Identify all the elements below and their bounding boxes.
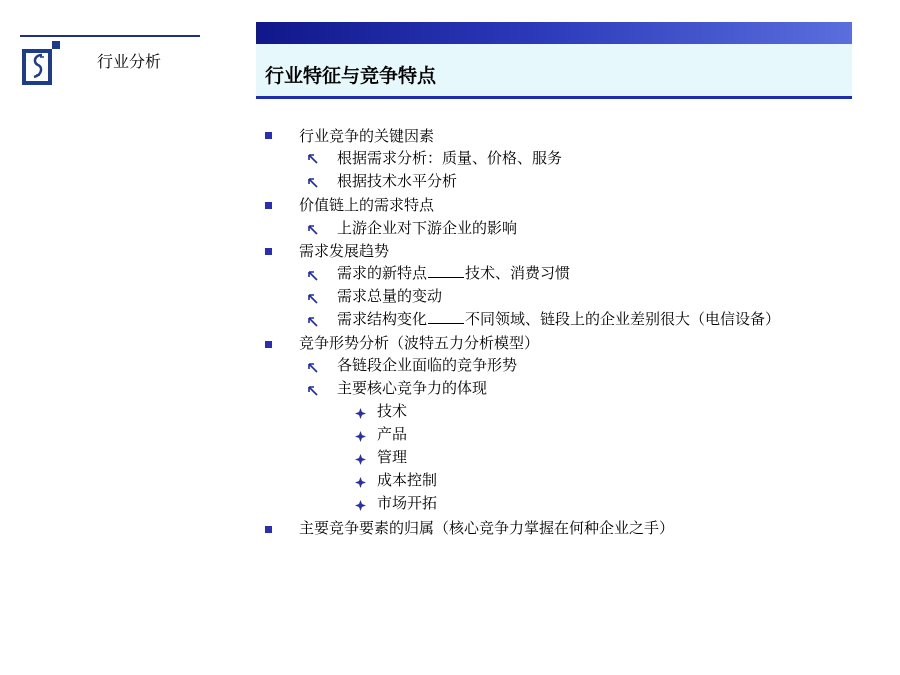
square-bullet-icon <box>265 526 272 533</box>
arrow-bullet-icon <box>307 270 319 282</box>
dash-line <box>428 311 464 324</box>
arrow-bullet-icon <box>307 153 319 165</box>
outline-subitem <box>337 263 570 283</box>
outline-subsubitem: 管理 <box>377 448 408 466</box>
outline-subitem-part: 需求的新特点 <box>337 264 428 282</box>
outline-item: 竞争形势分析（波特五力分析模型） <box>299 334 540 352</box>
diamond-bullet-icon <box>355 477 366 488</box>
outline-subsubitem: 成本控制 <box>377 471 438 489</box>
outline-item: 需求发展趋势 <box>299 242 390 260</box>
arrow-bullet-icon <box>307 177 319 189</box>
outline-subitem: 上游企业对下游企业的影响 <box>337 219 518 237</box>
arrow-bullet-icon <box>307 385 319 397</box>
dash-line <box>428 265 464 278</box>
arrow-bullet-icon <box>307 293 319 305</box>
outline-subsubitem: 市场开拓 <box>377 494 438 512</box>
diamond-bullet-icon <box>355 431 366 442</box>
outline-subitem: 各链段企业面临的竞争形势 <box>337 356 518 374</box>
arrow-bullet-icon <box>307 316 319 328</box>
square-bullet-icon <box>265 248 272 255</box>
outline-subitem <box>337 309 780 329</box>
outline-item: 主要竞争要素的归属（核心竞争力掌握在何种企业之手） <box>299 519 675 537</box>
outline-item: 行业竞争的关键因素 <box>299 127 435 145</box>
outline-subitem-part: 需求结构变化 <box>337 310 428 328</box>
outline-subsubitem: 产品 <box>377 425 408 443</box>
diamond-bullet-icon <box>355 408 366 419</box>
square-bullet-icon <box>265 132 272 139</box>
outline-item: 价值链上的需求特点 <box>299 196 435 214</box>
square-bullet-icon <box>265 202 272 209</box>
outline-subitem-part: 技术、消费习惯 <box>465 264 571 282</box>
outline-subitem: 需求总量的变动 <box>337 287 443 305</box>
title-bar <box>256 22 852 44</box>
company-logo-icon <box>22 41 60 85</box>
diamond-bullet-icon <box>355 500 366 511</box>
logo-rule <box>20 35 200 37</box>
title-rule <box>256 96 852 99</box>
section-label: 行业分析 <box>97 52 162 71</box>
outline-subitem: 主要核心竞争力的体现 <box>337 379 488 397</box>
outline-subitem: 根据技术水平分析 <box>337 172 458 190</box>
arrow-bullet-icon <box>307 224 319 236</box>
outline-subsubitem: 技术 <box>377 402 408 420</box>
square-bullet-icon <box>265 341 272 348</box>
outline-subitem-part: 不同领域、链段上的企业差别很大（电信设备） <box>465 310 781 328</box>
slide-title: 行业特征与竞争特点 <box>265 65 437 87</box>
outline-subitem: 根据需求分析：质量、价格、服务 <box>337 149 563 167</box>
arrow-bullet-icon <box>307 362 319 374</box>
diamond-bullet-icon <box>355 454 366 465</box>
